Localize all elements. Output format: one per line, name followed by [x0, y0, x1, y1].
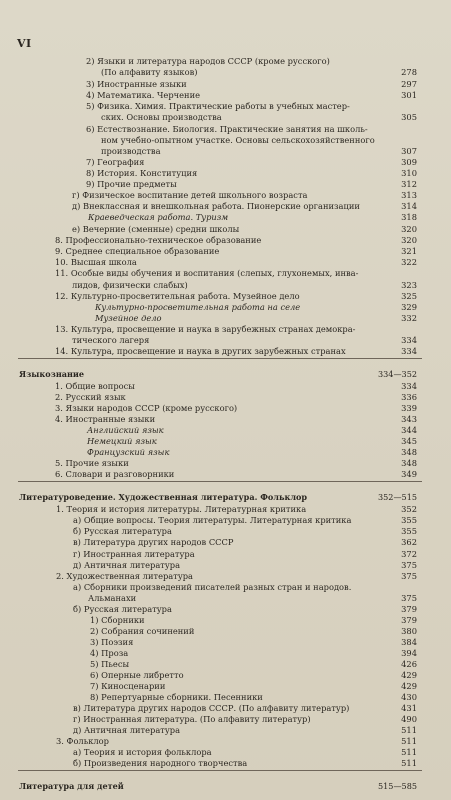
toc-entry — [0, 659, 430, 670]
entry-title: Краеведческая работа. Туризм — [88, 212, 229, 222]
page-ref: 312 — [401, 179, 417, 189]
section-divider — [18, 770, 422, 771]
toc-entry — [0, 637, 430, 648]
entry-title: б) Произведения народного творчества — [73, 758, 248, 768]
page-ref: 429 — [401, 681, 417, 691]
page-ref: 372 — [401, 549, 417, 559]
entry-title: 8) История. Конституция — [86, 168, 198, 178]
toc-entry — [0, 414, 430, 425]
entry-title: 8. Профессионально-техническое образование — [55, 235, 262, 245]
toc-entry — [0, 725, 430, 736]
page-ref: 352—515 — [378, 492, 417, 502]
toc-entry — [0, 280, 430, 291]
page-ref: 379 — [401, 604, 417, 614]
toc-entry — [0, 346, 430, 357]
toc-entry — [0, 681, 430, 692]
toc-entry — [0, 571, 430, 582]
toc-entry — [0, 615, 430, 626]
page-ref: 349 — [401, 469, 417, 479]
entry-title: тического лагеря — [72, 335, 150, 345]
entry-title: в) Литература других народов СССР — [73, 537, 234, 547]
toc-entry — [0, 212, 430, 223]
page-ref: 431 — [401, 703, 417, 713]
toc-entry — [0, 736, 430, 747]
toc-entry — [0, 157, 430, 168]
page-ref: 375 — [401, 560, 417, 570]
page-ref: 323 — [401, 280, 417, 290]
entry-title: 1) Сборники — [90, 615, 145, 625]
toc-entry — [0, 246, 430, 257]
page-ref: 329 — [401, 302, 417, 312]
toc-entry — [0, 101, 430, 112]
entry-title: 14. Культура, просвещение и наука в других зарубежных странах — [55, 346, 346, 356]
toc-entry — [0, 235, 430, 246]
toc-entry — [0, 447, 430, 458]
page-ref: 325 — [401, 291, 417, 301]
page-ref: 278 — [401, 67, 417, 77]
toc-entry — [0, 135, 430, 146]
entry-title: 5) Пьесы — [90, 659, 130, 669]
page-ref: 305 — [401, 112, 417, 122]
page-ref: 344 — [401, 425, 417, 435]
section-heading — [19, 369, 449, 380]
toc-entry — [0, 179, 430, 190]
page-ref: 310 — [401, 168, 417, 178]
page-ref: 343 — [401, 414, 417, 424]
section-title: Литературоведение. Художественная литература. Фольклор — [19, 492, 308, 502]
entry-title: г) Физическое воспитание детей школьного возраста — [72, 190, 308, 200]
toc-entry — [0, 582, 430, 593]
page-ref: 355 — [401, 526, 417, 536]
toc-entry — [0, 670, 430, 681]
toc-entry — [0, 703, 430, 714]
entry-title: 4. Иностранные языки — [55, 414, 156, 424]
entry-title: 11. Особые виды обучения и воспитания (слепых, глухонемых, инва- — [55, 268, 359, 278]
entry-title: 1. Общие вопросы — [55, 381, 135, 391]
toc-entry — [0, 324, 430, 335]
page-ref: 375 — [401, 593, 417, 603]
toc-entry — [0, 747, 430, 758]
toc-entry — [0, 190, 430, 201]
entry-title: б) Русская литература — [73, 526, 172, 536]
entry-title: 3) Поэзия — [90, 637, 134, 647]
entry-title: 2) Языки и литература народов СССР (кроме русского) — [86, 56, 330, 66]
page-ref: 384 — [401, 637, 417, 647]
toc-entry — [0, 469, 430, 480]
entry-title: Немецкий язык — [87, 436, 157, 446]
section-title: Литература для детей — [19, 781, 124, 791]
toc-entry — [0, 79, 430, 90]
entry-title: 3. Фольклор — [56, 736, 109, 746]
entry-title: г) Иностранная литература — [73, 549, 195, 559]
page-ref: 307 — [401, 146, 417, 156]
toc-entry — [0, 201, 430, 212]
entry-title: (По алфавиту языков) — [101, 67, 198, 77]
page-ref: 322 — [401, 257, 417, 267]
page-ref: 334 — [401, 346, 417, 356]
page-ref: 348 — [401, 447, 417, 457]
page-ref: 336 — [401, 392, 417, 402]
toc-entry — [0, 515, 430, 526]
entry-title: Французский язык — [87, 447, 170, 457]
page-ref: 297 — [401, 79, 417, 89]
entry-title: 5. Прочие языки — [55, 458, 129, 468]
toc-entry — [0, 257, 430, 268]
entry-title: 7) Киносценарии — [90, 681, 166, 691]
page-ref: 309 — [401, 157, 417, 167]
entry-title: 6. Словари и разговорники — [55, 469, 175, 479]
toc-entry — [0, 392, 430, 403]
entry-title: а) Общие вопросы. Теория литературы. Литературная критика — [73, 515, 352, 525]
page-ref: 379 — [401, 615, 417, 625]
entry-title: д) Античная литература — [73, 560, 181, 570]
entry-title: Английский язык — [87, 425, 164, 435]
toc-entry — [0, 168, 430, 179]
toc-entry — [0, 381, 430, 392]
page-ref: 334 — [401, 381, 417, 391]
entry-title: ном учебно-опытном участке. Основы сельскохозяйственного — [101, 135, 375, 145]
entry-title: а) Теория и история фольклора — [73, 747, 212, 757]
toc-entry — [0, 56, 430, 67]
toc-entry — [0, 758, 430, 769]
toc-entry — [0, 335, 430, 346]
entry-title: лидов, физически слабых) — [72, 280, 188, 290]
toc-entry — [0, 692, 430, 703]
page-ref: 511 — [401, 725, 417, 735]
toc-entry — [0, 112, 430, 123]
entry-title: д) Античная литература — [73, 725, 181, 735]
entry-title: 10. Высшая школа — [55, 257, 137, 267]
entry-title: 4) Математика. Черчение — [86, 90, 201, 100]
page-ref: 314 — [401, 201, 417, 211]
page-ref: 339 — [401, 403, 417, 413]
toc-entry — [0, 291, 430, 302]
section-divider — [18, 481, 422, 482]
toc-entry — [0, 224, 430, 235]
section-title: Языкознание — [19, 369, 85, 379]
toc-entry — [0, 549, 430, 560]
page-ref: 429 — [401, 670, 417, 680]
page-ref: 511 — [401, 758, 417, 768]
toc-entry — [0, 436, 430, 447]
toc-entry — [0, 67, 430, 78]
entry-title: Культурно-просветительная работа на селе — [95, 302, 301, 312]
entry-title: производства — [101, 146, 161, 156]
entry-title: Альманахи — [88, 593, 137, 603]
section-divider — [18, 358, 422, 359]
entry-title: 12. Культурно-просветительная работа. Музейное дело — [55, 291, 300, 301]
toc-entry — [0, 714, 430, 725]
section-heading — [19, 492, 449, 503]
entry-title: а) Сборники произведений писателей разных стран и народов. — [73, 582, 352, 592]
entry-title: 9) Прочие предметы — [86, 179, 177, 189]
entry-title: в) Литература других народов СССР. (По алфавиту литератур) — [73, 703, 350, 713]
page-ref: 490 — [401, 714, 417, 724]
page-ref: 375 — [401, 571, 417, 581]
page-ref: 430 — [401, 692, 417, 702]
toc-entry — [0, 302, 430, 313]
entry-title: 3. Языки народов СССР (кроме русского) — [55, 403, 238, 413]
page-ref: 321 — [401, 246, 417, 256]
toc-entry — [0, 458, 430, 469]
page-ref: 362 — [401, 537, 417, 547]
toc-entry — [0, 313, 430, 324]
toc-entry — [0, 593, 430, 604]
page-ref: 318 — [401, 212, 417, 222]
toc-entry — [0, 526, 430, 537]
page-ref: 352 — [401, 504, 417, 514]
page-number: VI — [17, 37, 32, 50]
page-ref: 355 — [401, 515, 417, 525]
entry-title: 6) Естествознание. Биология. Практические занятия на школь- — [86, 124, 368, 134]
page-ref: 348 — [401, 458, 417, 468]
page-ref: 515—585 — [378, 781, 417, 791]
entry-title: Музейное дело — [95, 313, 162, 323]
page-ref: 394 — [401, 648, 417, 658]
page-ref: 380 — [401, 626, 417, 636]
page-ref: 301 — [401, 90, 417, 100]
entry-title: ских. Основы производства — [101, 112, 222, 122]
toc-entry — [0, 560, 430, 571]
entry-title: 9. Среднее специальное образование — [55, 246, 220, 256]
entry-title: д) Внеклассная и внешкольная работа. Пионерские организации — [72, 201, 360, 211]
entry-title: г) Иностранная литература. (По алфавиту литератур) — [73, 714, 311, 724]
page-ref: 320 — [401, 224, 417, 234]
page-ref: 345 — [401, 436, 417, 446]
page-ref: 511 — [401, 747, 417, 757]
entry-title: 2. Художественная литература — [56, 571, 193, 581]
entry-title: е) Вечерние (сменные) средни школы — [72, 224, 240, 234]
entry-title: 7) География — [86, 157, 145, 167]
entry-title: б) Русская литература — [73, 604, 172, 614]
entry-title: 6) Оперные либретто — [90, 670, 184, 680]
entry-title: 13. Культура, просвещение и наука в зарубежных странах демокра- — [55, 324, 356, 334]
page-ref: 426 — [401, 659, 417, 669]
toc-entry — [0, 604, 430, 615]
toc-entry — [0, 146, 430, 157]
entry-title: 2) Собрания сочинений — [90, 626, 195, 636]
toc-entry — [0, 648, 430, 659]
toc-entry — [0, 124, 430, 135]
toc-entry — [0, 425, 430, 436]
toc-entry — [0, 268, 430, 279]
page-ref: 320 — [401, 235, 417, 245]
entry-title: 4) Проза — [90, 648, 129, 658]
entry-title: 2. Русский язык — [55, 392, 126, 402]
toc-entry — [0, 537, 430, 548]
toc-entry — [0, 504, 430, 515]
page-ref: 313 — [401, 190, 417, 200]
entry-title: 8) Репертуарные сборники. Песенники — [90, 692, 263, 702]
page-ref: 334—352 — [378, 369, 417, 379]
section-heading — [19, 781, 449, 792]
entry-title: 5) Физика. Химия. Практические работы в учебных мастер- — [86, 101, 350, 111]
entry-title: 3) Иностранные языки — [86, 79, 187, 89]
toc-entry — [0, 626, 430, 637]
page-ref: 334 — [401, 335, 417, 345]
page-ref: 511 — [401, 736, 417, 746]
toc-entry — [0, 403, 430, 414]
toc-entry — [0, 90, 430, 101]
page-ref: 332 — [401, 313, 417, 323]
entry-title: 1. Теория и история литературы. Литературная критика — [56, 504, 307, 514]
